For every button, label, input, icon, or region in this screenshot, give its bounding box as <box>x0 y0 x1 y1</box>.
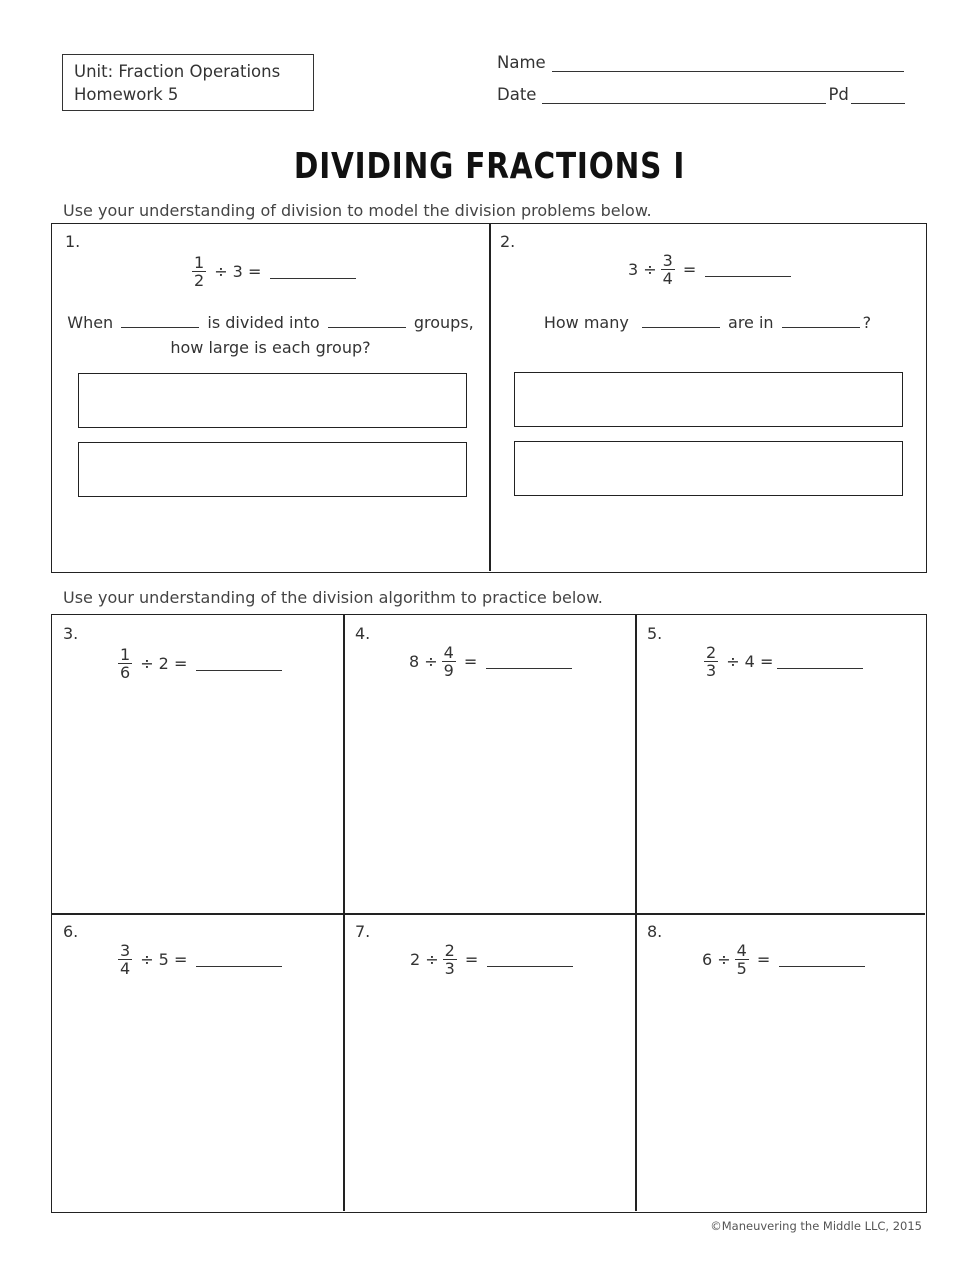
problem-8-number: 8. <box>647 922 663 941</box>
problem-6-expression <box>114 942 282 977</box>
section1-instruction: Use your understanding of division to model the division problems below. <box>63 201 652 220</box>
problem-4-fraction <box>442 644 456 679</box>
problem-5-expression <box>700 644 863 679</box>
problem-1-prompt-groups: groups, <box>413 313 474 332</box>
problem-2-blank-a[interactable] <box>642 313 720 328</box>
problem-3-fraction <box>118 646 132 681</box>
section1-grid <box>51 223 927 573</box>
problem-6-operator: ÷ 5 = <box>140 950 188 969</box>
problem-1-denominator: 2 <box>194 271 205 290</box>
homework-label: Homework 5 <box>74 85 179 104</box>
problem-1-answer-blank[interactable] <box>270 264 356 279</box>
problem-6-fraction <box>118 942 132 977</box>
problem-3-expression <box>114 646 282 681</box>
problem-1-blank-a[interactable] <box>121 313 199 328</box>
unit-box <box>62 54 314 111</box>
problem-8-whole: 6 ÷ <box>702 950 731 969</box>
date-label: Date <box>497 85 537 104</box>
problem-2-model-box-2[interactable] <box>514 441 903 496</box>
problem-5-answer-blank[interactable] <box>777 654 863 669</box>
problem-4-whole: 8 ÷ <box>409 652 438 671</box>
problem-7-equals: = <box>464 950 479 969</box>
problem-8-equals: = <box>756 950 771 969</box>
problem-2-denominator: 4 <box>662 269 673 288</box>
problem-1-prompt-when: When <box>67 313 114 332</box>
problem-1-model-box-2[interactable] <box>78 442 467 497</box>
name-label: Name <box>497 53 546 72</box>
section2-grid <box>51 614 927 1213</box>
problem-1-model-box-1[interactable] <box>78 373 467 428</box>
problem-5-operator: ÷ 4 = <box>726 652 774 671</box>
problem-2-equals: = <box>682 260 697 279</box>
section2-instruction: Use your understanding of the division algorithm to practice below. <box>63 588 603 607</box>
problem-1-expression <box>188 254 356 289</box>
problem-6-number: 6. <box>63 922 79 941</box>
problem-5-number: 5. <box>647 624 663 643</box>
problem-6-answer-blank[interactable] <box>196 952 282 967</box>
problem-5-fraction <box>704 644 718 679</box>
date-field-row <box>497 85 905 104</box>
pd-blank[interactable] <box>851 87 905 104</box>
problem-2-prompt-question: ? <box>862 313 872 332</box>
problem-2-number: 2. <box>500 232 516 251</box>
problem-1-fraction <box>192 254 206 289</box>
problem-7-denominator: 3 <box>444 959 455 978</box>
date-blank[interactable] <box>542 87 826 104</box>
problem-1-prompt <box>52 310 489 360</box>
problem-1-operator: ÷ 3 = <box>214 262 262 281</box>
problem-4-equals: = <box>463 652 478 671</box>
problem-8-fraction <box>735 942 749 977</box>
section2-row-divider <box>52 913 925 915</box>
problem-3-number: 3. <box>63 624 79 643</box>
problem-2-numerator: 3 <box>662 251 673 270</box>
problem-2-fraction <box>661 252 675 287</box>
problem-2-whole: 3 ÷ <box>628 260 657 279</box>
problem-6-denominator: 4 <box>120 959 131 978</box>
problem-4-denominator: 9 <box>443 661 454 680</box>
pd-label: Pd <box>828 85 849 104</box>
problem-8-answer-blank[interactable] <box>779 952 865 967</box>
problem-4-number: 4. <box>355 624 371 643</box>
problem-8-denominator: 5 <box>736 959 747 978</box>
problem-2-prompt-are-in: are in <box>728 313 774 332</box>
problem-7-numerator: 2 <box>444 941 455 960</box>
page-title: DIVIDING FRACTIONS I <box>293 146 686 187</box>
problem-2-prompt-how-many: How many <box>543 313 629 332</box>
problem-3-denominator: 6 <box>120 663 131 682</box>
problem-1-number: 1. <box>65 232 81 251</box>
problem-4-answer-blank[interactable] <box>486 654 572 669</box>
problem-1-prompt-line2: how large is each group? <box>170 338 371 357</box>
problem-8-expression <box>702 942 865 977</box>
problem-4-expression <box>409 644 572 679</box>
problem-3-operator: ÷ 2 = <box>140 654 188 673</box>
problem-3-answer-blank[interactable] <box>196 656 282 671</box>
problem-2-model-box-1[interactable] <box>514 372 903 427</box>
problem-5-denominator: 3 <box>706 661 717 680</box>
problem-7-whole: 2 ÷ <box>410 950 439 969</box>
problem-7-expression <box>410 942 573 977</box>
problem-6-numerator: 3 <box>120 941 131 960</box>
unit-label: Unit: Fraction Operations <box>74 62 281 81</box>
problem-1-numerator: 1 <box>194 253 205 272</box>
problem-2-blank-b[interactable] <box>782 313 860 328</box>
problem-7-fraction <box>443 942 457 977</box>
problem-1-blank-b[interactable] <box>328 313 406 328</box>
problem-7-number: 7. <box>355 922 371 941</box>
name-blank[interactable] <box>552 55 904 72</box>
problem-1-prompt-divided: is divided into <box>207 313 320 332</box>
section1-divider <box>489 224 491 571</box>
problem-3-numerator: 1 <box>120 645 131 664</box>
name-field-row <box>497 53 904 72</box>
problem-8-numerator: 4 <box>736 941 747 960</box>
problem-2-expression <box>628 252 791 287</box>
problem-2-prompt <box>489 310 926 335</box>
problem-4-numerator: 4 <box>443 643 454 662</box>
copyright-footer: ©Maneuvering the Middle LLC, 2015 <box>710 1219 922 1233</box>
problem-2-answer-blank[interactable] <box>705 262 791 277</box>
problem-7-answer-blank[interactable] <box>487 952 573 967</box>
problem-5-numerator: 2 <box>706 643 717 662</box>
